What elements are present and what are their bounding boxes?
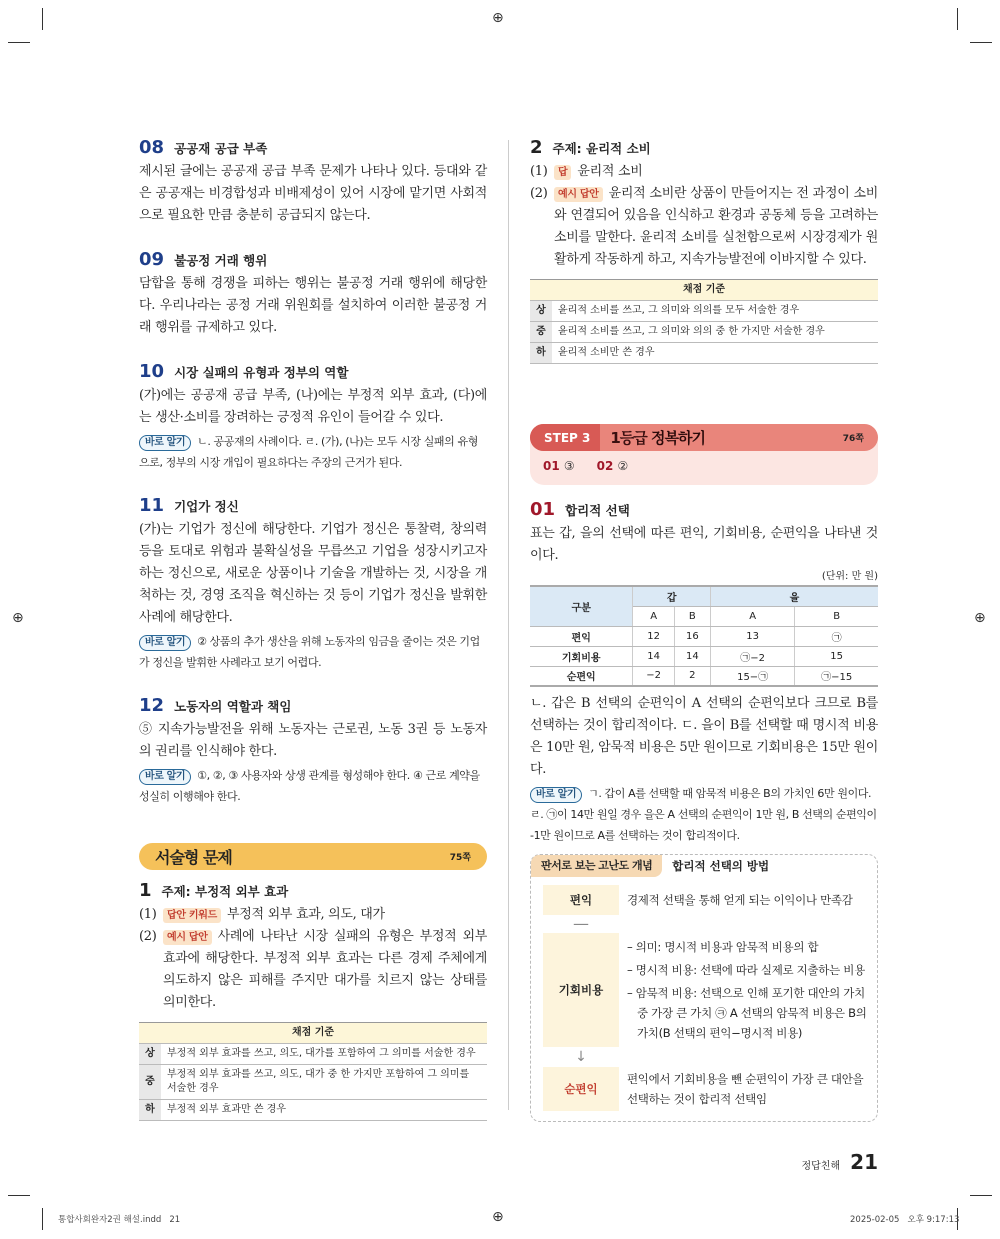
- cell: 15: [795, 646, 878, 666]
- cost-item: – 의미: 명시적 비용과 암묵적 비용의 합: [627, 940, 819, 954]
- question-10: [139, 361, 487, 473]
- question-number: 10: [139, 361, 165, 382]
- table-row: [139, 1044, 487, 1065]
- page-footer: [780, 1150, 878, 1174]
- cell: 15−㉠: [710, 666, 794, 686]
- column-header: 갑: [633, 586, 711, 606]
- cell: ㉠−15: [795, 666, 878, 686]
- correction-badge: 바로 알기: [139, 769, 191, 785]
- answer-number: 01: [543, 459, 560, 473]
- note-text: ㄴ. 공공재의 사례이다. ㄹ. (가), (나)는 모두 시장 실패의 유형으로, 정부의 시장 개입이 필요하다는 주장의 근거가 된다.: [139, 435, 478, 469]
- criterion: 윤리적 소비를 쓰고, 그 의미와 의의를 모두 서술한 경우: [552, 301, 878, 322]
- table-header: 채점 기준: [139, 1023, 487, 1044]
- note-text: ㄱ. 갑이 A를 선택할 때 암묵적 비용은 B의 가치인 6만 원이다. ㄹ. ㉠이 14만 원일 경우 을은 A 선택의 순편익이 1만 원, B 선택의 순편익이 -1만 원이므로 A를 선택하는 것이 합리적이다.: [530, 787, 877, 842]
- criterion: 부정적 외부 효과만 쓴 경우: [161, 1100, 487, 1121]
- minus-sign: —: [573, 914, 589, 933]
- row-label: 기회비용: [530, 646, 633, 666]
- unit-label: (단위: 만 원): [821, 571, 878, 582]
- question-title: 시장 실패의 유형과 정부의 역할: [174, 365, 349, 380]
- explanation: ⑤ 지속가능발전을 위해 노동자는 근로권, 노동 3권 등 노동자의 권리를 인식해야 한다.: [139, 722, 487, 759]
- level: 중: [139, 1065, 161, 1100]
- answer-tag: 답: [554, 165, 571, 180]
- answer-tag: 답안 키워드: [163, 908, 221, 923]
- right-column: [530, 137, 878, 1122]
- page-reference: 75쪽: [449, 853, 471, 863]
- step3-answers: [530, 451, 878, 485]
- explanation: ㄴ. 갑은 B 선택의 순편익이 A 선택의 순편익보다 크므로 B를 선택하는 것이 합리적이다. ㄷ. 을이 B를 선택할 때 명시적 비용은 10만 원, 암묵적 비용은 5만 원이므로 기회비용은 15만 원이다.: [530, 696, 878, 777]
- correction-badge: 바로 알기: [139, 635, 191, 651]
- column-header: A: [633, 606, 674, 626]
- answer-choice: ③: [563, 459, 575, 473]
- question-title: 합리적 선택: [565, 503, 630, 518]
- part-label: (2): [139, 929, 157, 944]
- table-row: [530, 626, 878, 646]
- cell: −2: [633, 666, 674, 686]
- explanation: (가)는 기업가 정신에 해당한다. 기업가 정신은 통찰력, 창의력 등을 토대로 위험과 불확실성을 무릅쓰고 기업을 성장시키고자 하는 정신으로, 새로운 상품이나 기술을 개발하는 것, 시장을 개척하는 것, 경영 조직을 혁신하는 것 등이 기업가 정신을 발휘한 사례에 해당한다.: [139, 522, 487, 625]
- cell: 14: [633, 646, 674, 666]
- note-text: ② 상품의 추가 생산을 위해 노동자의 임금을 줄이는 것은 기업가 정신을 발휘한 사례라고 보기 어렵다.: [139, 635, 480, 669]
- step-title: 정복하기: [651, 429, 705, 447]
- answer-text: 윤리적 소비란 상품이 만들어지는 전 과정이 소비와 연결되어 있음을 인식하고 환경과 공동체 등을 고려하는 소비를 말한다. 윤리적 소비를 실천함으로써 시장경제가 원활하게 작동하게 하고, 지속가능발전에 이바지할 수 있다.: [554, 186, 878, 267]
- answer-text: 부정적 외부 효과, 의도, 대가: [226, 907, 385, 922]
- criterion: 부정적 외부 효과를 쓰고, 의도, 대가를 포함하여 그 의미를 서술한 경우: [161, 1044, 487, 1065]
- cost-item: – 암묵적 비용: 선택으로 인해 포기한 대안의 가치 중 가장 큰 가치 ㉪ A 선택의 암묵적 비용은 B의 가치(B 선택의 편익−명시적 비용): [627, 986, 867, 1040]
- essay-question-1: [139, 880, 487, 1121]
- explanation: (가)에는 공공재 공급 부족, (나)에는 부정적 외부 효과, (다)에는 생산·소비를 장려하는 긍정적 유인이 들어갈 수 있다.: [139, 388, 487, 425]
- registration-mark-icon: ⊕: [492, 10, 504, 26]
- question-title: 공공재 공급 부족: [174, 141, 268, 156]
- answer-item: [597, 459, 629, 473]
- scoring-criteria-table: [139, 1022, 487, 1121]
- step3-box: [530, 424, 878, 485]
- question-number: 01: [530, 499, 556, 520]
- benefit-label: 편익: [543, 885, 619, 915]
- table-header: 채점 기준: [530, 280, 878, 301]
- cell: 12: [633, 626, 674, 646]
- cost-item: – 명시적 비용: 선택에 따라 실제로 지출하는 비용: [627, 963, 865, 977]
- registration-mark-icon: ⊕: [12, 610, 24, 626]
- table-row: [530, 646, 878, 666]
- file-name: 통합사회완자2권 해설.indd 21: [58, 1215, 181, 1225]
- answer-text: 윤리적 소비: [577, 164, 643, 179]
- note-text: ①, ②, ③ 사용자와 상생 관계를 형성해야 한다. ④ 근로 계약을 성실히 이행해야 한다.: [139, 769, 480, 803]
- book-label: 정답친해: [801, 1161, 841, 1172]
- answer-text: 사례에 나타난 시장 실패의 유형은 부정적 외부 효과에 해당한다. 부정적 외부 효과는 다른 경제 주체에게 의도하지 않은 피해를 주지만 대가를 치르지 않는 상태를 의미한다.: [163, 929, 487, 1010]
- question-title: 노동자의 역할과 책임: [174, 699, 292, 714]
- answer-choice: ②: [617, 459, 629, 473]
- correction-badge: 바로 알기: [139, 435, 191, 451]
- question-number: 2: [530, 137, 543, 158]
- answer-number: 02: [596, 459, 614, 473]
- explanation: 담합을 통해 경쟁을 피하는 행위는 불공정 거래 행위에 해당한다. 우리나라는 공정 거래 위원회를 설치하여 이러한 불공정 거래 행위를 규제하고 있다.: [139, 276, 487, 335]
- table-row: [530, 301, 878, 322]
- column-header: 구분: [530, 586, 633, 626]
- criterion: 윤리적 소비를 쓰고, 그 의미와 의의 중 한 가지만 서술한 경우: [552, 322, 878, 343]
- net-benefit-description: 편익에서 기회비용을 뺀 순편익이 가장 큰 대안을 선택하는 것이 합리적 선택임: [627, 1072, 864, 1106]
- registration-mark-icon: ⊕: [974, 610, 986, 626]
- correction-note: [139, 765, 487, 807]
- cell: 2: [674, 666, 710, 686]
- cell: ㉠: [795, 626, 878, 646]
- column-header: A: [710, 606, 794, 626]
- question-09: [139, 249, 487, 339]
- correction-badge: 바로 알기: [530, 787, 582, 803]
- scoring-criteria-table: [530, 279, 878, 364]
- concept-tab: 판서로 보는 고난도 개념: [531, 855, 662, 877]
- table-row: [530, 322, 878, 343]
- level: 하: [139, 1100, 161, 1121]
- arrow-down-icon: ↓: [575, 1049, 587, 1065]
- question-number: 1: [139, 880, 152, 901]
- criterion: 부정적 외부 효과를 쓰고, 의도, 대가 중 한 가지만 포함하여 그 의미를 서술한 경우: [161, 1065, 487, 1100]
- level: 상: [139, 1044, 161, 1065]
- concept-box: [530, 854, 878, 1122]
- left-column: [139, 137, 487, 1121]
- opportunity-cost-label: 기회비용: [543, 933, 619, 1047]
- cell: ㉠−2: [710, 646, 794, 666]
- level: 하: [530, 343, 552, 364]
- essay-question-2: [530, 137, 878, 364]
- step3-bar: [530, 424, 878, 451]
- section-title: 서술형 문제: [155, 848, 232, 867]
- question-number: 11: [139, 495, 165, 516]
- part-label: (1): [530, 164, 548, 179]
- page-reference: 76쪽: [842, 434, 864, 444]
- data-table: [530, 585, 878, 687]
- cell: 13: [710, 626, 794, 646]
- column-header: B: [674, 606, 710, 626]
- net-benefit-label: 순편익: [543, 1067, 619, 1111]
- question-08: [139, 137, 487, 227]
- part-label: (1): [139, 907, 157, 922]
- column-header: 을: [710, 586, 878, 606]
- correction-note: [139, 631, 487, 673]
- criterion: 윤리적 소비만 쓴 경우: [552, 343, 878, 364]
- essay-section-bar: [139, 843, 487, 870]
- table-row: [139, 1065, 487, 1100]
- question-12: [139, 695, 487, 807]
- step-label: STEP 3: [530, 424, 600, 451]
- cell: 14: [674, 646, 710, 666]
- part-label: (2): [530, 186, 548, 201]
- column-header: B: [795, 606, 878, 626]
- question-number: 12: [139, 695, 165, 716]
- row-label: 편익: [530, 626, 633, 646]
- page-number: 21: [850, 1150, 878, 1174]
- answer-tag: 예시 답안: [554, 187, 603, 202]
- cell: 16: [674, 626, 710, 646]
- answer-item: [543, 459, 575, 473]
- correction-note: [530, 783, 878, 846]
- registration-mark-icon: ⊕: [492, 1209, 504, 1225]
- question-title: 기업가 정신: [174, 499, 239, 514]
- step-title-prefix: 1등급: [610, 429, 651, 447]
- concept-title: 합리적 선택의 방법: [672, 859, 770, 873]
- benefit-description: 경제적 선택을 통해 얻게 되는 이익이나 만족감: [627, 893, 853, 907]
- correction-note: [139, 431, 487, 473]
- answer-tag: 예시 답안: [163, 930, 212, 945]
- question-number: 08: [139, 137, 165, 158]
- table-row: [530, 666, 878, 686]
- question-text: 표는 갑, 을의 선택에 따른 편익, 기회비용, 순편익을 나타낸 것이다.: [530, 526, 878, 563]
- question-number: 09: [139, 249, 165, 270]
- step3-question-01: [530, 499, 878, 846]
- row-label: 순편익: [530, 666, 633, 686]
- question-title: 주제: 부정적 외부 효과: [161, 884, 289, 899]
- level: 상: [530, 301, 552, 322]
- level: 중: [530, 322, 552, 343]
- print-timestamp: 2025-02-05 오후 9:17:13: [850, 1215, 960, 1225]
- table-row: [530, 343, 878, 364]
- question-title: 주제: 윤리적 소비: [552, 141, 651, 156]
- question-title: 불공정 거래 행위: [174, 253, 268, 268]
- table-row: [139, 1100, 487, 1121]
- explanation: 제시된 글에는 공공재 공급 부족 문제가 나타나 있다. 등대와 같은 공공재는 비경합성과 비배제성이 있어 시장에 맡기면 사회적으로 필요한 만큼 충분히 공급되지 않는다.: [139, 164, 487, 223]
- question-11: [139, 495, 487, 673]
- column-divider: [508, 140, 509, 1110]
